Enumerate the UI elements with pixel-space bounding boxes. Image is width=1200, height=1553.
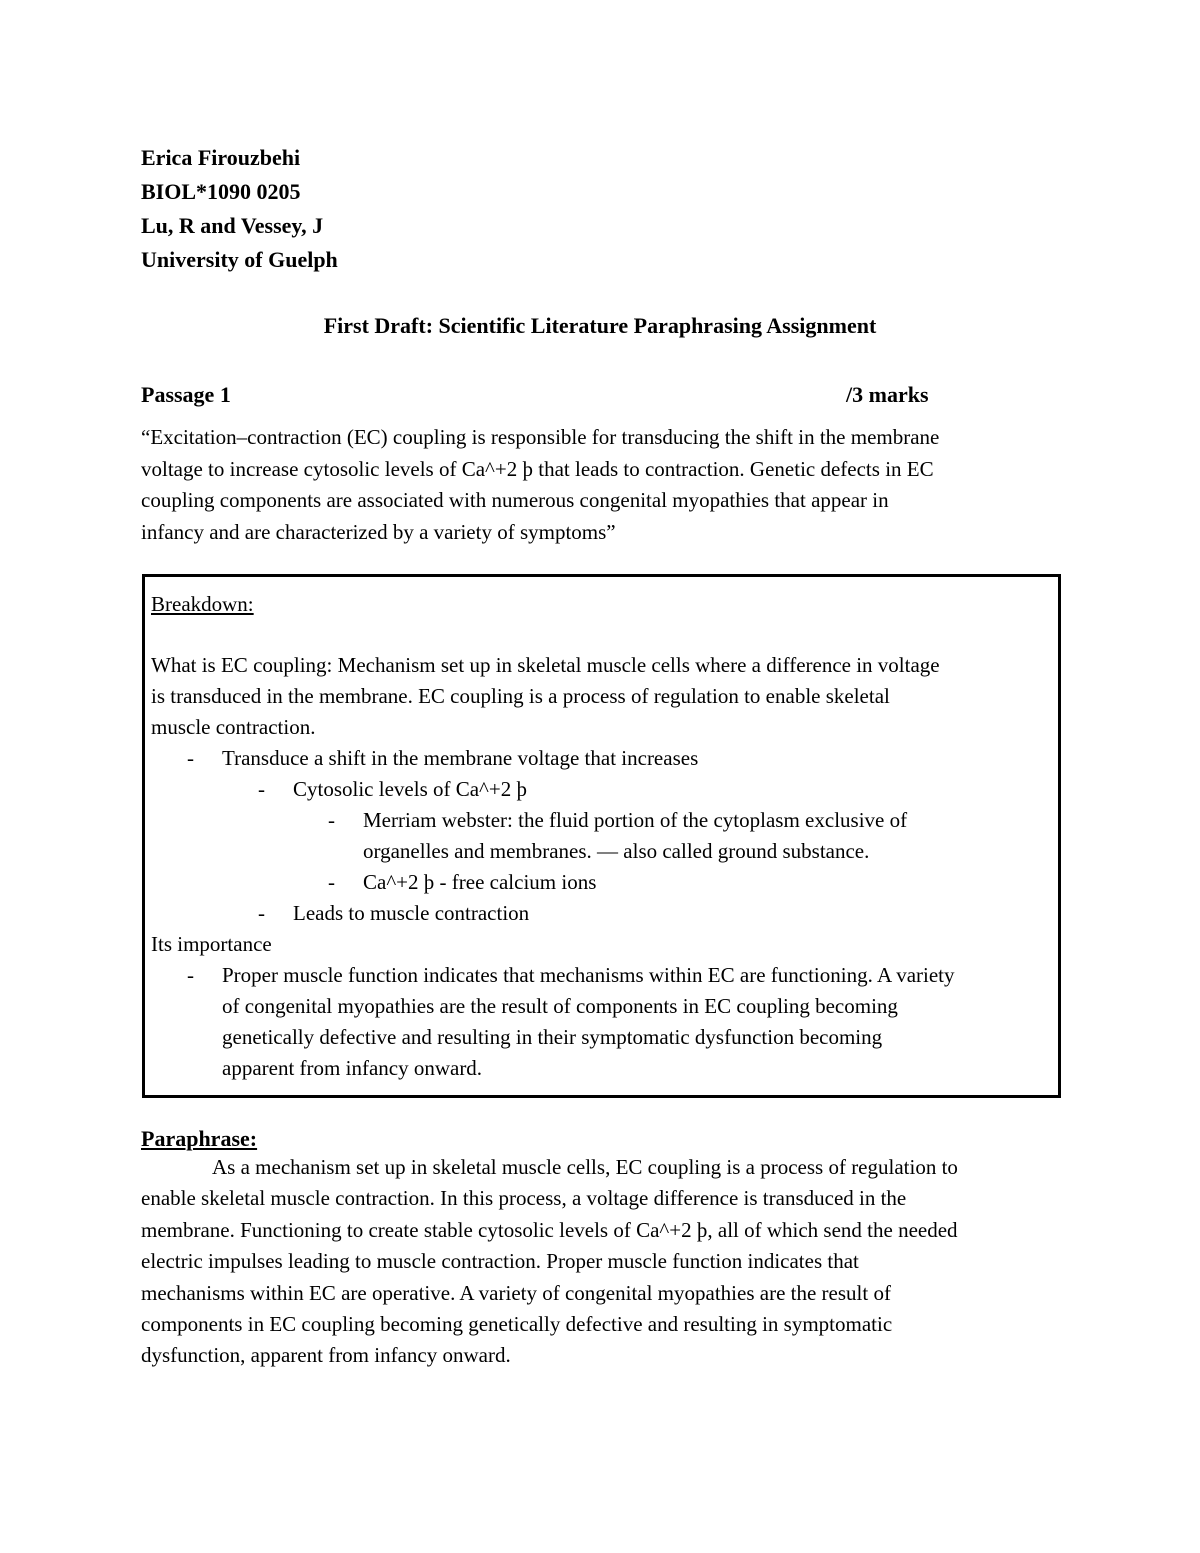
importance-line: Proper muscle function indicates that mechanisms within EC are functioning. A variety — [222, 963, 955, 987]
quote-line: “Excitation–contraction (EC) coupling is responsible for transducing the shift in the membrane — [141, 425, 940, 449]
bullet-item: Cytosolic levels of Ca^+2 þ — [293, 777, 528, 801]
paraphrase-line: dysfunction, apparent from infancy onward. — [141, 1343, 511, 1368]
bullet-item: Ca^+2 þ - free calcium ions — [363, 870, 597, 894]
importance-heading: Its importance — [151, 932, 272, 956]
passage-heading: Passage 1 — [141, 382, 231, 407]
passage-marks: /3 marks — [846, 382, 929, 407]
paraphrase-line: enable skeletal muscle contraction. In this process, a voltage difference is transduced in the — [141, 1186, 907, 1211]
breakdown-intro-line: What is EC coupling: Mechanism set up in skeletal muscle cells where a difference in voltage — [151, 653, 940, 677]
instructor-names: Lu, R and Vessey, J — [141, 213, 324, 238]
quote-line: coupling components are associated with numerous congenital myopathies that appear in — [141, 488, 889, 512]
bullet-item: Leads to muscle contraction — [293, 901, 530, 925]
quote-line: infancy and are characterized by a variety of symptoms” — [141, 519, 616, 544]
importance-line: genetically defective and resulting in their symptomatic dysfunction becoming — [222, 1025, 883, 1049]
paraphrase-line: components in EC coupling becoming genetically defective and resulting in symptomatic — [141, 1312, 893, 1337]
bullet-dash: - — [187, 746, 194, 770]
importance-line: apparent from infancy onward. — [222, 1056, 483, 1080]
breakdown-heading: Breakdown: — [151, 592, 254, 616]
breakdown-box — [142, 574, 1061, 1098]
bullet-dash: - — [258, 901, 265, 925]
bullet-item: Merriam webster: the fluid portion of the cytoplasm exclusive of — [363, 808, 908, 832]
paraphrase-body — [141, 1152, 958, 1372]
bullet-dash: - — [187, 963, 194, 987]
bullet-item: organelles and membranes. — also called ground substance. — [363, 839, 870, 863]
bullet-dash: - — [328, 808, 335, 832]
paraphrase-line: membrane. Functioning to create stable cytosolic levels of Ca^+2 þ, all of which send the needed — [141, 1217, 958, 1242]
bullet-dash: - — [258, 777, 265, 801]
quote-line: voltage to increase cytosolic levels of Ca^+2 þ that leads to contraction. Genetic defects in EC — [141, 456, 934, 481]
author-name: Erica Firouzbehi — [141, 145, 301, 170]
bullet-dash: - — [328, 870, 335, 894]
university-name: University of Guelph — [141, 247, 338, 272]
paraphrase-line: mechanisms within EC are operative. A variety of congenital myopathies are the result of — [141, 1280, 891, 1305]
document-title: First Draft: Scientific Literature Paraphrasing Assignment — [323, 313, 877, 338]
header-block — [141, 141, 338, 277]
paraphrase-line: electric impulses leading to muscle contraction. Proper muscle function indicates that — [141, 1249, 859, 1274]
importance-line: of congenital myopathies are the result of components in EC coupling becoming — [222, 994, 898, 1018]
paraphrase-line: As a mechanism set up in skeletal muscle cells, EC coupling is a process of regulation to — [212, 1155, 958, 1179]
breakdown-intro-line: muscle contraction. — [151, 715, 316, 739]
bullet-item: Transduce a shift in the membrane voltage that increases — [222, 746, 699, 770]
paraphrase-heading: Paraphrase: — [141, 1126, 258, 1151]
passage-quote — [141, 422, 1071, 548]
course-code: BIOL*1090 0205 — [141, 179, 301, 204]
breakdown-intro-line: is transduced in the membrane. EC coupling is a process of regulation to enable skeletal — [151, 684, 890, 708]
